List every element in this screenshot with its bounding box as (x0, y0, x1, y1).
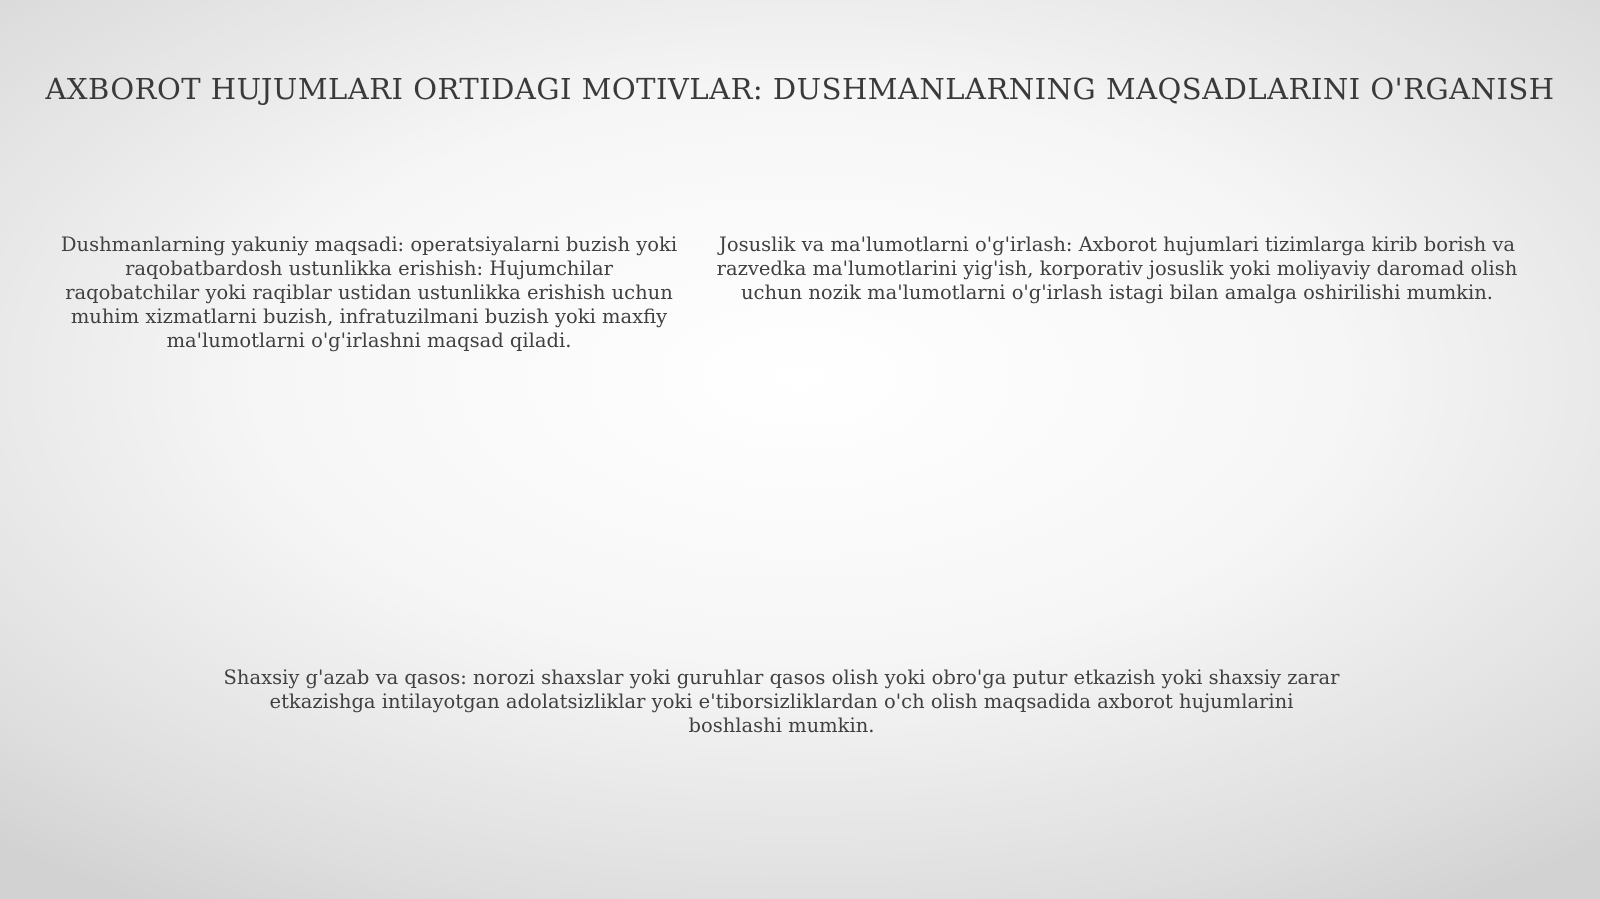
slide-title: AXBOROT HUJUMLARI ORTIDAGI MOTIVLAR: DUSHMANLARNING MAQSADLARINI O'RGANISH (45, 72, 1555, 106)
text-block-espionage: Josuslik va ma'lumotlarni o'g'irlash: Axborot hujumlari tizimlarga kirib borish va razvedka ma'lumotlarini yig'ish, korporativ josuslik yoki moliyaviy daromad olish uchun nozik ma'lumotlarni o'g'irlash istagi bilan amalga oshirilishi mumkin. (716, 233, 1518, 304)
text-block-personal-revenge: Shaxsiy g'azab va qasos: norozi shaxslar yoki guruhlar qasos olish yoki obro'ga putur etkazish yoki shaxsiy zarar etkazishga intilayotgan adolatsizliklar yoki e'tiborsizliklardan o'ch olish maqsadida axborot hujumlarini boshlashi mumkin. (223, 666, 1340, 737)
text-block-adversary-goals: Dushmanlarning yakuniy maqsadi: operatsiyalarni buzish yoki raqobatbardosh ustunlikka erishish: Hujumchilar raqobatchilar yoki raqiblar ustidan ustunlikka erishish uchun muhim xizmatlarni buzish, infratuzilmani buzish yoki maxfiy ma'lumotlarni o'g'irlashni maqsad qiladi. (60, 233, 678, 352)
